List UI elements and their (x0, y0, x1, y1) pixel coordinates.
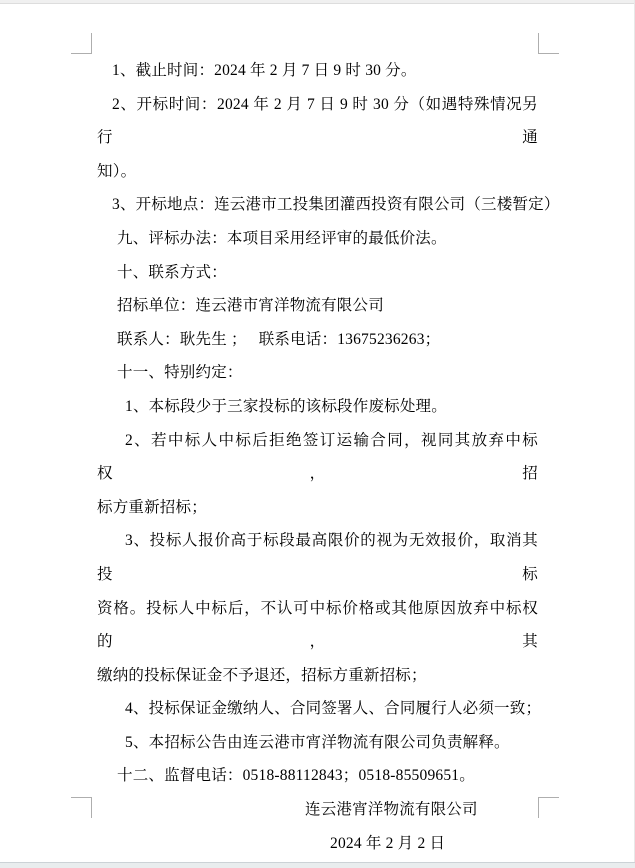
line-special-term-2-cont: 标方重新招标； (97, 498, 207, 516)
line-special-term-2: 2、若中标人中标后拒绝签订运输合同，视同其放弃中标权，招 (97, 431, 538, 483)
line-bid-opening-time-cont: 知）。 (97, 162, 137, 180)
line-contact-person: 联系人：耿先生 ； 联系电话：13675236263； (117, 330, 441, 348)
line-special-term-3: 3、投标人报价高于标段最高限价的视为无效报价，取消其投标 (97, 532, 538, 583)
document-page (97, 54, 560, 860)
window-top-edge (0, 0, 635, 4)
line-deadline-time: 1、截止时间：2024 年 2 月 7 日 9 时 30 分。 (112, 62, 417, 79)
line-evaluation-method: 九、评标办法：本项目采用经评审的最低价法。 (117, 229, 447, 247)
line-bid-opening-time: 2、开标时间：2024 年 2 月 7 日 9 时 30 分（如遇特殊情况另行通 (97, 95, 538, 147)
crop-mark-bottom-left-icon (71, 797, 92, 818)
line-special-term-1: 1、本标段少于三家投标的该标段作废标处理。 (125, 397, 447, 415)
line-bid-opening-place: 3、开标地点：连云港市工投集团灌西投资有限公司（三楼暂定） (112, 196, 560, 214)
crop-mark-top-left-icon (71, 33, 92, 54)
line-tendering-unit: 招标单位：连云港市宵洋物流有限公司 (117, 297, 384, 315)
line-special-term-4: 4、投标保证金缴纳人、合同签署人、合同履行人必须一致； (125, 700, 542, 718)
crop-mark-bottom-right-icon (538, 797, 559, 818)
line-company-signature: 连云港宵洋物流有限公司 (305, 801, 478, 819)
line-special-term-5: 5、本招标公告由连云港市宵洋物流有限公司负责解释。 (125, 733, 510, 751)
window-bottom-edge (0, 862, 635, 868)
line-signature-date: 2024 年 2 月 2 日 (330, 834, 446, 852)
line-special-term-3-cont1: 资格。投标人中标后，不认可中标价格或其他原因放弃中标权的，其 (97, 599, 538, 651)
line-special-term-3-cont2: 缴纳的投标保证金不予退还，招标方重新招标； (97, 666, 427, 684)
line-supervision-phone: 十二、监督电话：0518-88112843；0518-85509651。 (117, 767, 475, 785)
line-special-terms-heading: 十一、特别约定： (117, 364, 243, 382)
line-contact-heading: 十、联系方式： (117, 263, 227, 281)
crop-mark-top-right-icon (538, 33, 559, 54)
